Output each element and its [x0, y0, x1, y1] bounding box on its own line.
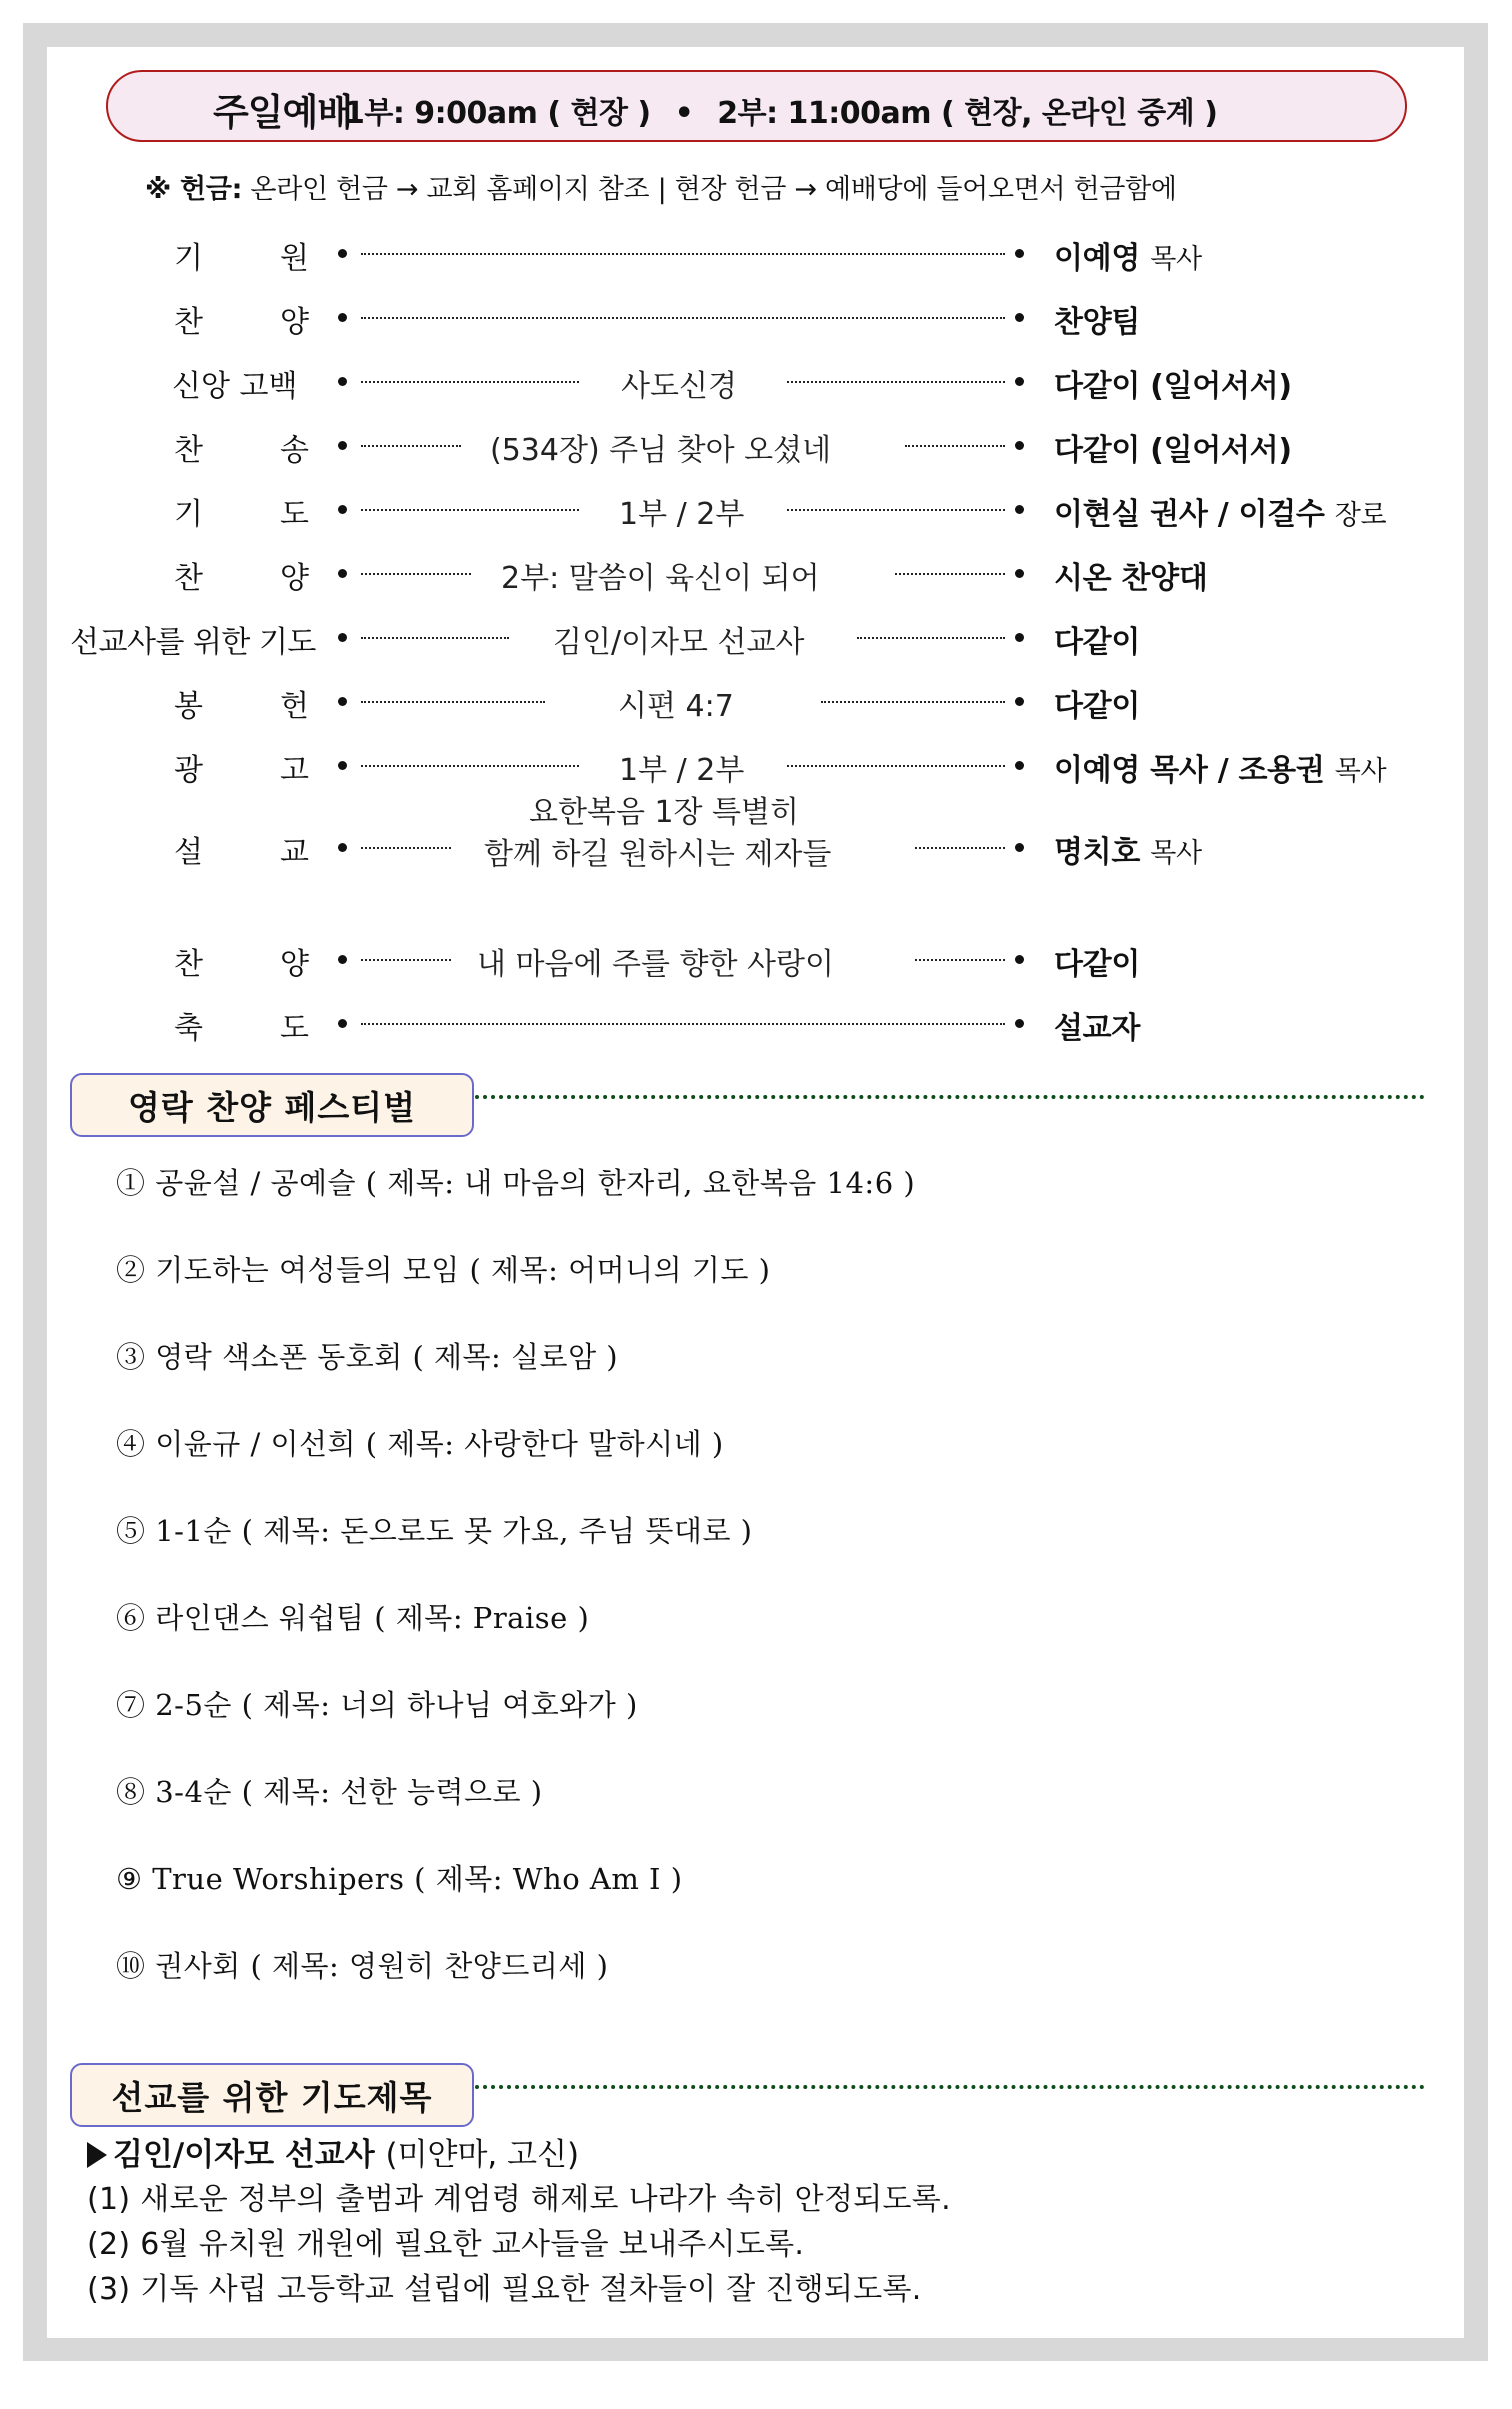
order-label: 설	[174, 835, 203, 870]
order-row-creed	[47, 353, 1464, 409]
order-label: 선교사를 위한 기도	[70, 625, 316, 660]
order-label: 헌	[280, 689, 309, 724]
dotted-leader	[361, 847, 451, 849]
festival-item: ⑧ 3-4순 ( 제목: 선한 능력으로 )	[116, 1775, 543, 1809]
order-person: 다같이	[1054, 689, 1141, 724]
sermon-title-line2: 함께 하길 원하시는 제자들	[484, 837, 832, 872]
order-person: 명치호 목사	[1054, 835, 1202, 870]
mission-prayer-section-heading: 선교를 위한 기도제목	[70, 2063, 474, 2127]
bullet-icon	[338, 249, 347, 258]
dotted-leader	[361, 573, 471, 575]
dotted-leader	[361, 509, 579, 511]
order-label: 기	[174, 241, 203, 276]
festival-item: ④ 이윤규 / 이선희 ( 제목: 사랑한다 말하시네 )	[116, 1427, 724, 1461]
festival-item: ① 공윤설 / 공예슬 ( 제목: 내 마음의 한자리, 요한복음 14:6 )	[116, 1166, 916, 1200]
dotted-leader	[361, 959, 451, 961]
festival-section-heading: 영락 찬양 페스티벌	[70, 1073, 474, 1137]
service-time-banner	[106, 70, 1407, 142]
bullet-icon	[338, 1019, 347, 1028]
order-label: 도	[280, 497, 309, 532]
dotted-leader	[361, 253, 1005, 255]
order-row-closing-hymn	[47, 931, 1464, 987]
order-label: 원	[280, 241, 309, 276]
bulletin-page	[47, 47, 1464, 2338]
bullet-icon	[1015, 761, 1024, 770]
bullet-icon	[1015, 377, 1024, 386]
sermon-title-line1: 요한복음 1장 특별히	[529, 795, 799, 830]
order-person: 찬양팀	[1054, 305, 1141, 340]
order-content: 1부 / 2부	[619, 753, 745, 788]
section-divider-line	[475, 1095, 1425, 1099]
order-person: 다같이	[1054, 947, 1141, 982]
bullet-icon	[1015, 955, 1024, 964]
offering-label: ※ 헌금:	[145, 174, 243, 205]
bullet-icon	[338, 313, 347, 322]
dotted-leader	[361, 637, 509, 639]
section-divider-line	[475, 2085, 1425, 2089]
bullet-icon	[1015, 697, 1024, 706]
dotted-leader	[787, 381, 1005, 383]
order-row-praise	[47, 289, 1464, 345]
dotted-leader	[905, 445, 1005, 447]
dotted-leader	[361, 701, 545, 703]
order-person: 다같이 (일어서서)	[1054, 369, 1292, 404]
missionary-name: 김인/이자모 선교사	[113, 2137, 375, 2173]
bullet-icon	[1015, 569, 1024, 578]
order-label: 광	[174, 753, 203, 788]
order-row-hymn	[47, 417, 1464, 473]
order-label: 봉	[174, 689, 203, 724]
order-person: 다같이	[1054, 625, 1141, 660]
dotted-leader	[361, 445, 461, 447]
bullet-icon	[338, 569, 347, 578]
bullet-icon	[338, 441, 347, 450]
order-person: 시온 찬양대	[1054, 561, 1208, 596]
order-row-announcements	[47, 737, 1464, 793]
bullet-icon	[338, 955, 347, 964]
dotted-leader	[895, 573, 1005, 575]
order-content: (534장) 주님 찾아 오셨네	[490, 433, 832, 468]
service-times	[344, 88, 1217, 132]
bullet-icon	[338, 505, 347, 514]
bullet-icon	[1015, 249, 1024, 258]
order-label: 찬	[174, 305, 203, 340]
bullet-icon	[1015, 633, 1024, 642]
festival-item: ⑩ 권사회 ( 제목: 영원히 찬양드리세 )	[116, 1949, 609, 1983]
order-content: 사도신경	[621, 369, 737, 404]
offering-notice	[145, 167, 1177, 206]
bullet-separator-icon: •	[674, 96, 694, 131]
order-label: 양	[280, 305, 309, 340]
prayer-request: (3) 기독 사립 고등학교 설립에 필요한 절차들이 잘 진행되도록.	[87, 2272, 922, 2307]
order-content: 김인/이자모 선교사	[553, 625, 805, 660]
order-row-missionary-prayer	[47, 609, 1464, 665]
dotted-leader	[787, 765, 1005, 767]
festival-item: ③ 영락 색소폰 동호회 ( 제목: 실로암 )	[116, 1340, 619, 1374]
order-label: 양	[280, 947, 309, 982]
missionary-heading	[87, 2129, 579, 2174]
order-row-invocation	[47, 225, 1464, 281]
first-service-time: 1부: 9:00am ( 현장 )	[344, 96, 651, 131]
order-label: 찬	[174, 433, 203, 468]
order-label: 고	[280, 753, 309, 788]
bullet-icon	[1015, 1019, 1024, 1028]
festival-item: ⑨ True Worshipers ( 제목: Who Am I )	[116, 1862, 683, 1896]
order-content: 시편 4:7	[618, 689, 734, 724]
order-row-benediction	[47, 995, 1464, 1051]
dotted-leader	[915, 959, 1005, 961]
dotted-leader	[915, 847, 1005, 849]
order-row-prayer	[47, 481, 1464, 537]
bullet-icon	[338, 761, 347, 770]
order-content: 1부 / 2부	[619, 497, 745, 532]
order-label: 양	[280, 561, 309, 596]
order-row-anthem	[47, 545, 1464, 601]
offering-text: 온라인 헌금 → 교회 홈페이지 참조 | 현장 헌금 → 예배당에 들어오면서 헌금함에	[250, 174, 1177, 205]
dotted-leader	[361, 765, 579, 767]
festival-item: ⑦ 2-5순 ( 제목: 너의 하나님 여호와가 )	[116, 1688, 638, 1722]
dotted-leader	[857, 637, 1005, 639]
dotted-leader	[821, 701, 1005, 703]
second-service-time: 2부: 11:00am ( 현장, 온라인 중계 )	[717, 96, 1218, 131]
festival-item: ⑤ 1-1순 ( 제목: 돈으로도 못 가요, 주님 뜻대로 )	[116, 1514, 753, 1548]
order-label: 송	[280, 433, 309, 468]
order-content: 2부: 말씀이 육신이 되어	[501, 561, 820, 596]
order-label: 찬	[174, 947, 203, 982]
dotted-leader	[361, 317, 1005, 319]
order-label: 도	[280, 1011, 309, 1046]
order-label: 신앙 고백	[172, 369, 298, 404]
bullet-icon	[1015, 313, 1024, 322]
bullet-icon	[338, 377, 347, 386]
bullet-icon	[338, 843, 347, 852]
order-content: 내 마음에 주를 향한 사랑이	[477, 947, 834, 982]
order-row-sermon	[47, 795, 1464, 909]
dotted-leader	[361, 381, 579, 383]
order-person: 설교자	[1054, 1011, 1141, 1046]
order-person: 이예영 목사	[1054, 241, 1202, 276]
prayer-request: (1) 새로운 정부의 출범과 계엄령 해제로 나라가 속히 안정되도록.	[87, 2182, 951, 2217]
service-title: 주일예배	[213, 91, 352, 134]
order-label: 기	[174, 497, 203, 532]
order-row-offering	[47, 673, 1464, 729]
festival-item: ② 기도하는 여성들의 모임 ( 제목: 어머니의 기도 )	[116, 1253, 771, 1287]
order-person: 다같이 (일어서서)	[1054, 433, 1292, 468]
bullet-icon	[1015, 505, 1024, 514]
bullet-icon	[338, 633, 347, 642]
triangle-bullet-icon	[87, 2142, 107, 2168]
dotted-leader	[787, 509, 1005, 511]
dotted-leader	[361, 1023, 1005, 1025]
order-label: 찬	[174, 561, 203, 596]
bullet-icon	[1015, 441, 1024, 450]
order-label: 축	[174, 1011, 203, 1046]
bullet-icon	[1015, 843, 1024, 852]
missionary-location: (미얀마, 고신)	[385, 2137, 580, 2173]
order-person: 이현실 권사 / 이걸수 장로	[1054, 497, 1387, 532]
festival-item: ⑥ 라인댄스 워쉽팀 ( 제목: Praise )	[116, 1601, 590, 1635]
bullet-icon	[338, 697, 347, 706]
order-label: 교	[280, 835, 309, 870]
prayer-request: (2) 6월 유치원 개원에 필요한 교사들을 보내주시도록.	[87, 2227, 805, 2262]
order-person: 이예영 목사 / 조용권 목사	[1054, 753, 1387, 788]
